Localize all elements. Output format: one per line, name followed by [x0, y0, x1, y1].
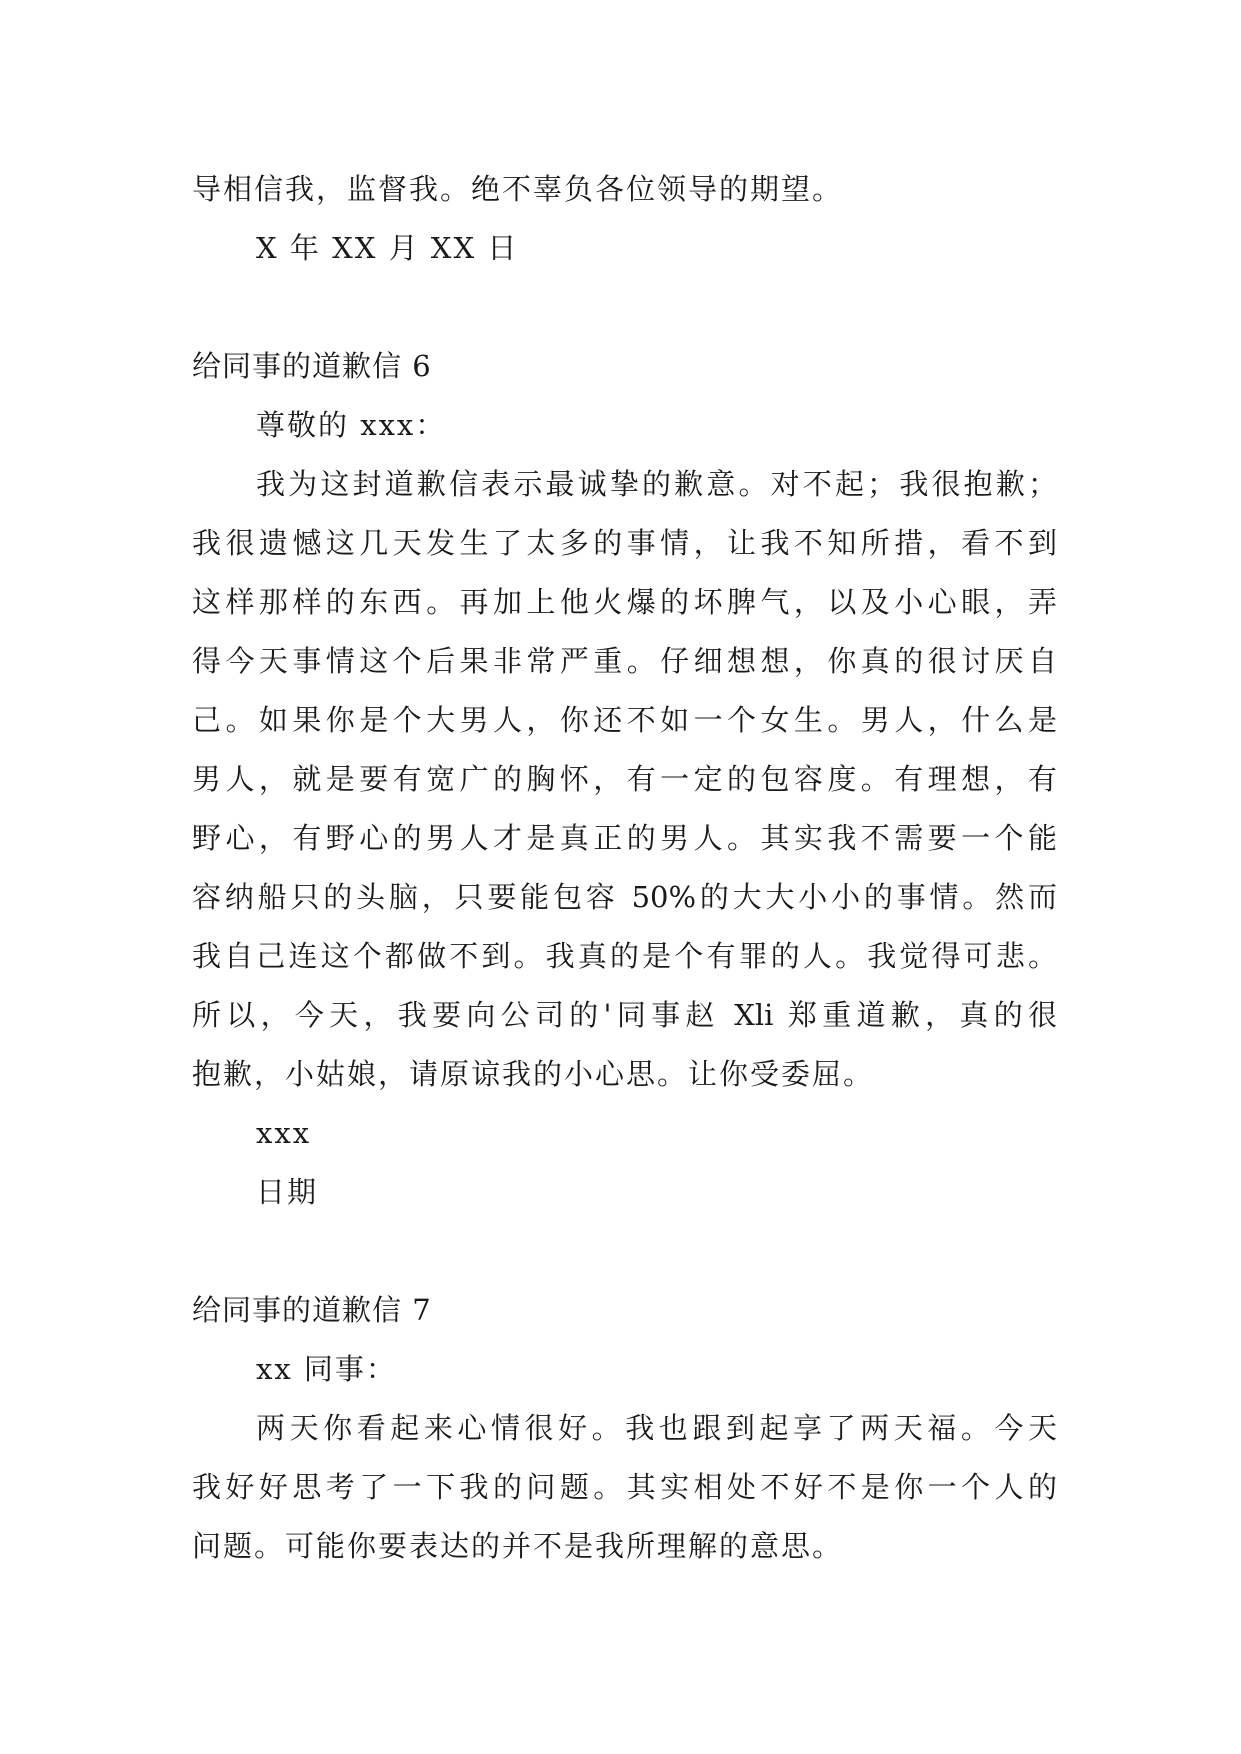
letter6-body-line: 抱歉，小姑娘，请原谅我的小心思。让你受委屈。: [192, 1057, 875, 1091]
letter7-salutation: xx 同事：: [256, 1352, 397, 1386]
letter7-title: 给同事的道歉信 7: [192, 1293, 432, 1327]
letter6-title: 给同事的道歉信 6: [192, 349, 432, 383]
document-content: [192, 160, 1057, 1576]
letter7-body-line: 两天你看起来心情很好。我也跟到起享了两天福。今天: [256, 1411, 1057, 1445]
letter6-body-line: 这样那样的东西。再加上他火爆的坏脾气，以及小心眼，弄: [192, 585, 1057, 619]
letter7-body-line: 我好好思考了一下我的问题。其实相处不好不是你一个人的: [192, 1470, 1057, 1504]
section-gap: [192, 1222, 1057, 1281]
closing-line: 导相信我，监督我。绝不辜负各位领导的期望。: [192, 172, 844, 206]
closing-date: X 年 XX 月 XX 日: [256, 231, 519, 265]
letter6-body-line: 我自己连这个都做不到。我真的是个有罪的人。我觉得可悲。: [192, 939, 1057, 973]
letter6-body-line: 男人，就是要有宽广的胸怀，有一定的包容度。有理想，有: [192, 762, 1057, 796]
letter6-signature: xxx: [256, 1116, 312, 1150]
letter6-body-line: 容纳船只的头脑，只要能包容 50%的大大小小的事情。然而: [192, 880, 1057, 914]
letter6-body-line: 得今天事情这个后果非常严重。仔细想想，你真的很讨厌自: [192, 644, 1057, 678]
letter6-salutation: 尊敬的 xxx：: [256, 408, 447, 442]
letter6-body-line: 我为这封道歉信表示最诚挚的歉意。对不起；我很抱歉；: [256, 467, 1057, 501]
letter6-body-line: 所以，今天，我要向公司的'同事赵 Xli 郑重道歉，真的很: [192, 998, 1057, 1032]
letter6-body-line: 我很遗憾这几天发生了太多的事情，让我不知所措，看不到: [192, 526, 1057, 560]
letter6-body-line: 野心，有野心的男人才是真正的男人。其实我不需要一个能: [192, 821, 1057, 855]
letter6-date: 日期: [256, 1175, 319, 1209]
letter6-body-line: 己。如果你是个大男人，你还不如一个女生。男人，什么是: [192, 703, 1057, 737]
letter7-body-line: 问题。可能你要表达的并不是我所理解的意思。: [192, 1529, 844, 1563]
section-gap: [192, 278, 1057, 337]
